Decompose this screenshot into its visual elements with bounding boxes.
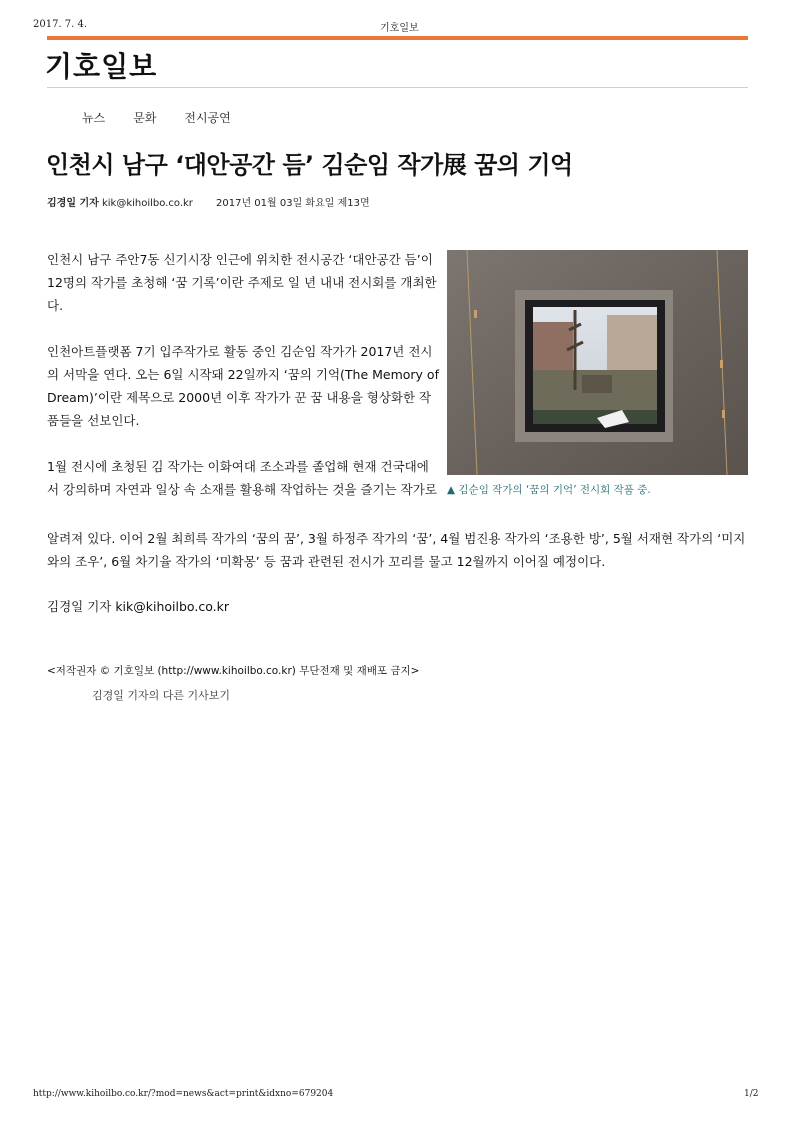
breadcrumb	[82, 109, 231, 126]
article-body	[47, 248, 439, 501]
reporter-email[interactable]: kik@kihoilbo.co.kr	[101, 198, 193, 209]
accent-bar	[47, 36, 748, 40]
paragraph-continued: 알려져 있다. 이어 2월 최희륵 작가의 ‘꿈의 꿈’, 3월 하정주 작가의 ‘꿈’, 4월 범진용 작가의 ‘조용한 방’, 5월 서재현 작가의 ‘미지와의 조우’, 6월 차기율 작가의 ‘미확몽’ 등 꿈과 관련된 전시가 꼬리를 물고 12월까지 이어질 예정이다.	[47, 531, 746, 569]
article-headline: 인천시 남구 ‘대안공간 듬’ 김순임 작가展 꿈의 기억	[46, 151, 573, 179]
copyright-notice: <저작권자 © 기호일보 (http://www.kihoilbo.co.kr) 무단전재 및 재배포 금지>	[47, 665, 420, 677]
more-articles-link[interactable]: 김경일 기자의 다른 기사보기	[92, 689, 231, 702]
site-logo[interactable]: 기호일보	[45, 50, 158, 83]
print-title: 기호일보	[380, 23, 419, 34]
nav-exhibition[interactable]: 전시공연	[184, 111, 231, 125]
print-url: http://www.kihoilbo.co.kr/?mod=news&act=print&idxno=679204	[33, 1089, 334, 1099]
nav-news[interactable]: 뉴스	[82, 111, 106, 125]
byline	[47, 194, 370, 209]
publish-date: 2017년 01월 03일 화요일 제13면	[216, 198, 370, 209]
nav-culture[interactable]: 문화	[133, 111, 157, 125]
article-signature: 김경일 기자 kik@kihoilbo.co.kr	[47, 599, 229, 614]
reporter-name: 김경일 기자	[47, 198, 99, 209]
paragraph: 인천시 남구 주안7동 신기시장 인근에 위치한 전시공간 ‘대안공간 듬’이 12명의 작가를 초청해 ‘꿈 기록’이란 주제로 일 년 내내 전시회를 개최한다.	[47, 252, 437, 313]
header-divider	[47, 87, 748, 88]
exhibition-photo	[447, 250, 748, 475]
paragraph: 인천아트플랫폼 7기 입주작가로 활동 중인 김순임 작가가 2017년 전시의 서막을 연다. 오는 6일 시작돼 22일까지 ‘꿈의 기억(The Memory of Dream)’이란 제목으로 2000년 이후 작가가 꾼 꿈 내용을 형상화한 작품들을 선보인다.	[47, 344, 439, 428]
paragraph: 1월 전시에 초청된 김 작가는 이화여대 조소과를 졸업해 현재 건국대에서 강의하며 자연과 일상 속 소재를 활용해 작업하는 것을 즐기는 작가로	[47, 459, 437, 497]
article-photo	[447, 250, 748, 475]
photo-caption: ▲ 김순임 작가의 ‘꿈의 기억’ 전시회 작품 중.	[447, 484, 651, 496]
print-date: 2017. 7. 4.	[33, 19, 88, 30]
page-number: 1/2	[744, 1089, 759, 1099]
